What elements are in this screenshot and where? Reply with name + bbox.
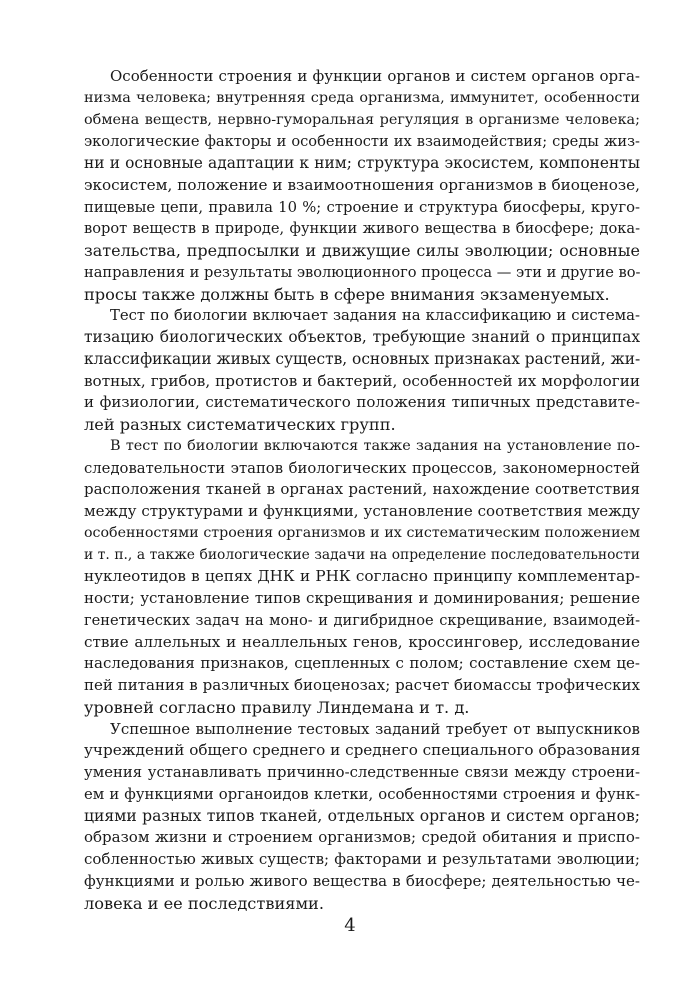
text-line: между структурами и функциями, установление соответствия между (84, 502, 640, 520)
text-line: ворот веществ в природе, функции живого вещества в биосфере; дока- (84, 220, 640, 238)
text-line: уровней согласно правилу Линдемана и т. д. (84, 697, 470, 717)
page-body (84, 66, 640, 914)
text-line: нуклеотидов в цепях ДНК и РНК согласно принципу комплементар- (84, 567, 640, 586)
text-line: направления и результаты эволюционного процесса — эти и другие во- (84, 263, 641, 281)
text-line: образом жизни и строением организмов; средой обитания и приспо- (84, 828, 640, 847)
text-line: зательства, предпосылки и движущие силы эволюции; основные (84, 241, 640, 260)
text-line: Особенности строения и функции органов и систем органов орга- (110, 67, 640, 85)
paragraph-organs-systems (84, 66, 640, 305)
text-line: ем и функциями органоидов клетки, особенностями строения и функ- (84, 785, 640, 803)
text-line: классификации живых существ, основных признаках растений, жи- (84, 349, 641, 368)
text-line: умения устанавливать причинно-следственные связи между строени- (84, 764, 640, 781)
text-line: собленностью живых существ; факторами и результатами эволюции; (84, 850, 640, 868)
text-line: генетических задач на моно- и дигибридное скрещивание, взаимодей- (84, 611, 640, 629)
paragraph-sequences-tasks (84, 436, 640, 719)
page-number: 4 (344, 915, 356, 936)
text-line: ствие аллельных и неаллельных генов, кроссинговер, исследование (84, 632, 640, 651)
text-line: пей питания в различных биоценозах; расчет биомассы трофических (84, 676, 640, 694)
text-line: ловека и ее последствиями. (84, 893, 324, 913)
paragraph-successful-completion (84, 719, 640, 915)
text-line: учреждений общего среднего и среднего специального образования (84, 741, 641, 760)
text-line: циями разных типов тканей, отдельных органов и систем органов; (84, 806, 640, 825)
text-line: ности; установление типов скрещивания и доминирования; решение (84, 589, 640, 607)
text-line: и физиологии, систематического положения типичных представите- (84, 393, 640, 412)
text-line: вотных, грибов, протистов и бактерий, особенностей их морфологии (84, 371, 640, 390)
text-line: лей разных систематических групп. (84, 415, 396, 434)
text-line: пищевые цепи, правила 10 %; строение и структура биосферы, круго- (84, 198, 640, 216)
text-line: функциями и ролью живого вещества в биосфере; деятельностью че- (84, 871, 640, 890)
text-line: просы также должны быть в сфере внимания экзаменуемых. (84, 284, 610, 304)
text-line: экологические факторы и особенности их взаимодействия; среды жиз- (84, 133, 640, 151)
text-line: низма человека; внутренняя среда организма, иммунитет, особенности (84, 89, 640, 106)
text-line: расположения тканей в органах растений, нахождение соответствия (84, 480, 640, 499)
paragraph-classification (84, 305, 640, 436)
text-line: тизацию биологических объектов, требующие знаний о принципах (84, 328, 640, 346)
text-line: Успешное выполнение тестовых заданий требует от выпускников (110, 719, 640, 738)
text-line: экосистем, положение и взаимоотношения организмов в биоценозе, (84, 175, 640, 194)
text-line: обмена веществ, нервно-гуморальная регуляция в организме человека; (84, 111, 640, 128)
text-line: и т. п., а также биологические задачи на определение последовательности (84, 546, 640, 563)
text-line: особенностями строения организмов и их систематическим положением (84, 524, 640, 541)
text-line: следовательности этапов биологических процессов, закономерностей (84, 459, 640, 477)
text-line: Тест по биологии включает задания на классификацию и системa- (110, 307, 640, 325)
text-line: В тест по биологии включаются также задания на установление по- (110, 437, 640, 454)
text-line: ни и основные адаптации к ним; структура экосистем, компоненты (84, 154, 640, 172)
text-line: наследования признаков, сцепленных с полом; составление схем це- (84, 654, 640, 673)
